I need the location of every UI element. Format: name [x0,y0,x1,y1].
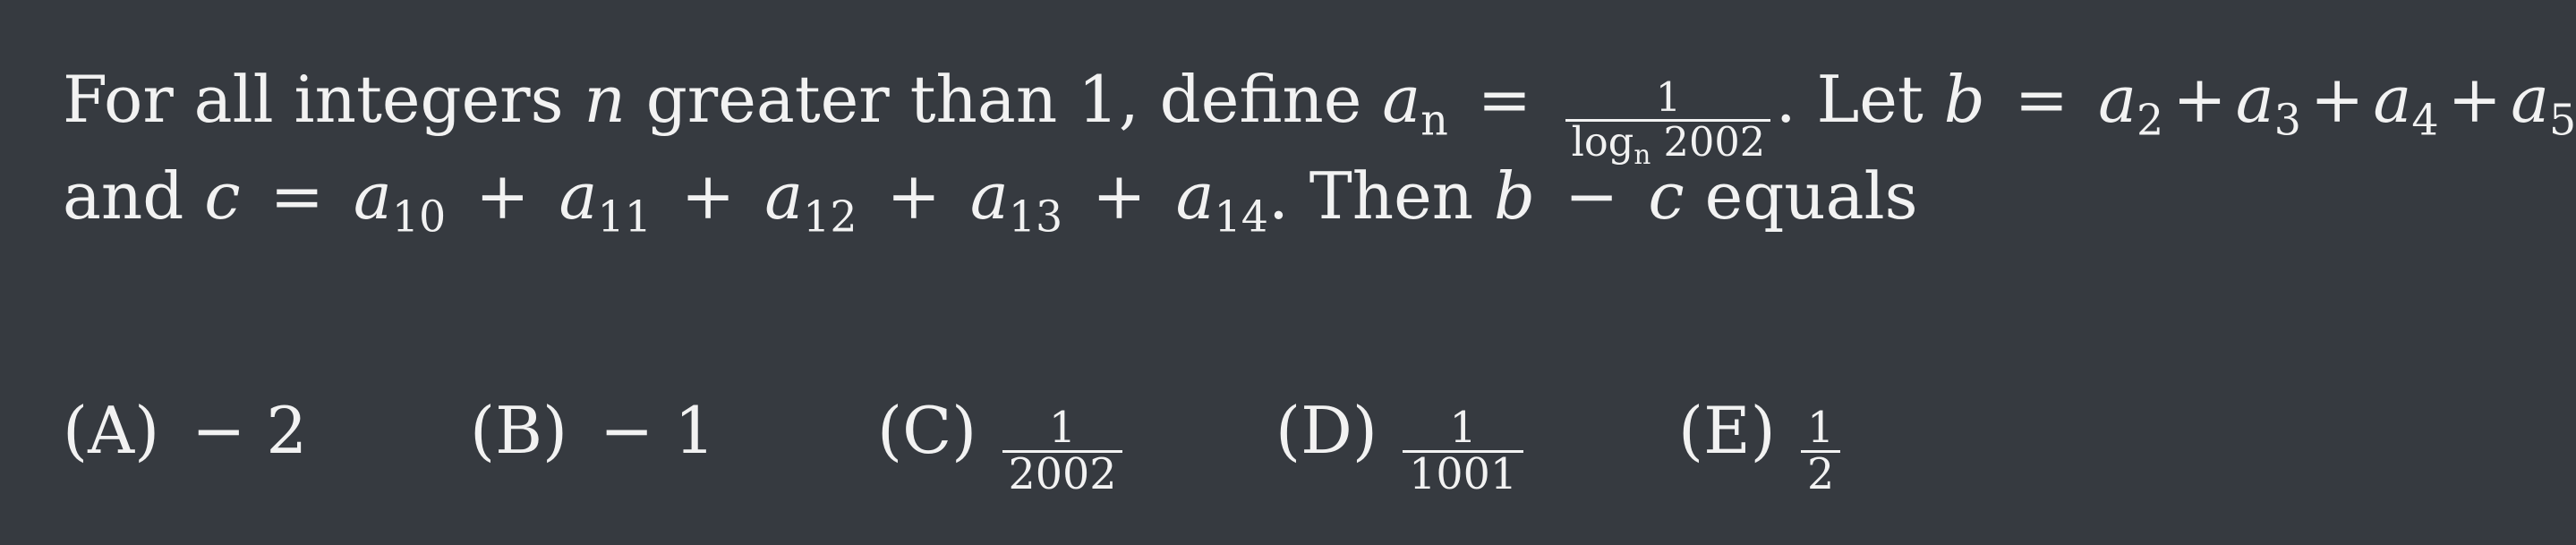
choice-d-fraction: $\frac{1}{1001}$ [1403,406,1523,498]
problem-line-2: and $c = a_{10} + a_{11} + a_{12} + a_{13} + a_{14}$. Then b − c equals [63,158,1918,243]
equals-sign-c: = [269,158,324,234]
variable-c-2: c [1648,158,1685,234]
b-term: $a_5$ [2511,62,2576,146]
and-text: and [63,158,184,234]
sequence-var-a: $a_n$ [1382,62,1448,146]
period: . [1775,62,1796,137]
choice-c[interactable] [877,393,1128,500]
equals-text: equals [1704,158,1918,234]
equals-sign-b: = [2014,62,2069,137]
then-text: Then [1309,158,1474,234]
c-term: $a_{11}$ [559,158,652,243]
fraction-numerator: 1 [1655,74,1682,122]
c-term: $a_{14}$ [1175,158,1268,243]
intro-text: For all integers [63,62,564,137]
variable-c: c [204,158,241,234]
b-term: $a_3$ [2235,62,2301,146]
variable-b-2: b [1494,158,1536,234]
c-term: $a_{12}$ [764,158,857,243]
choice-b-label: (B) [470,393,568,468]
minus-sign: − [1565,158,1619,234]
choice-e-label: (E) [1678,393,1776,468]
let-text: Let [1816,62,1923,137]
choice-e-fraction: $\frac{1}{2}$ [1801,406,1840,498]
c-term: $a_{10}$ [353,158,447,243]
equals-sign: = [1477,62,1532,137]
fraction-denominator: $\log_n 2002$ [1565,119,1770,169]
subscript-n: n [1420,96,1448,146]
choice-d-label: (D) [1275,393,1378,468]
choice-a[interactable] [63,393,308,468]
choice-a-value: − 2 [192,393,308,468]
choice-c-fraction: $\frac{1}{2002}$ [1002,406,1122,498]
variable-b: b [1943,62,1985,137]
variable-n: n [584,62,626,137]
choice-b[interactable] [470,393,716,468]
b-term: $a_2$ [2098,62,2164,146]
choice-d[interactable] [1275,393,1528,500]
b-term: $a_4$ [2373,62,2439,146]
definition-fraction [1565,74,1770,170]
problem-line-1: For all integers n greater than 1, define $a_n$ = $\frac{1}{\log_n 2002}$ . Let $b = a_2 + a_3 + a_4 + a_5$ [63,62,2576,170]
choice-e[interactable] [1678,393,1846,500]
choice-b-value: − 1 [600,393,716,468]
c-term: $a_{13}$ [969,158,1063,243]
choice-a-label: (A) [63,393,160,468]
choice-c-label: (C) [877,393,977,468]
greater-than-text: greater than 1, define [645,62,1362,137]
